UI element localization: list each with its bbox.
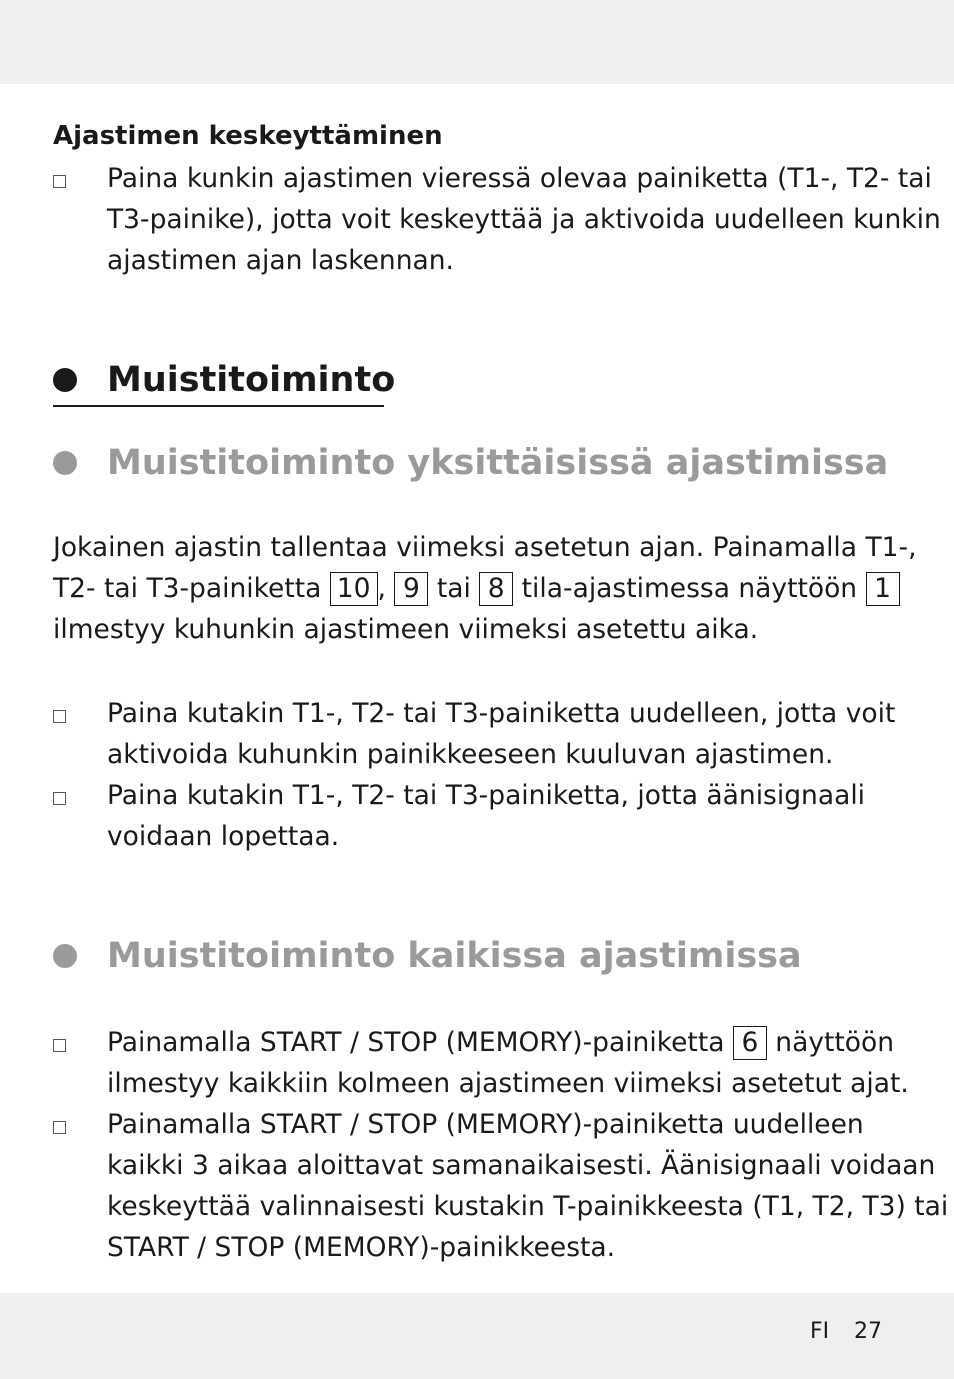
all-timers-heading xyxy=(53,932,802,980)
all-timers-item-1 xyxy=(107,1022,909,1104)
interrupt-instruction xyxy=(107,158,941,281)
bullet-dot-icon xyxy=(53,944,77,968)
all-timers-item-2 xyxy=(107,1104,948,1268)
checkbox-bullet-icon xyxy=(53,710,66,723)
text-line: Paina kutakin T1-, T2- tai T3-painiketta uudelleen, jotta voit xyxy=(107,698,896,729)
text-span: tila-ajastimessa näyttöön xyxy=(513,573,866,604)
bullet-dot-icon xyxy=(53,451,77,475)
checkbox-bullet-icon xyxy=(53,1121,66,1134)
footer-language: FI xyxy=(810,1319,830,1344)
footer-page-number: 27 xyxy=(854,1319,882,1344)
single-timer-item-1 xyxy=(107,693,895,775)
text-span: T2- tai T3-painiketta xyxy=(53,573,330,604)
ref-box-8: 8 xyxy=(479,572,513,606)
single-timer-item-2 xyxy=(107,775,865,857)
text-line: keskeyttää valinnaisesti kustakin T-painikkeesta (T1, T2, T3) tai xyxy=(107,1191,949,1222)
text-span: tai xyxy=(428,573,480,604)
text-span: Painamalla START / STOP (MEMORY)-painiketta xyxy=(107,1027,733,1058)
ref-box-6: 6 xyxy=(733,1026,767,1060)
text-line: voidaan lopettaa. xyxy=(107,821,340,852)
text-line: ilmestyy kaikkiin kolmeen ajastimeen viimeksi asetetut ajat. xyxy=(107,1068,909,1099)
text-line xyxy=(107,1022,909,1063)
bullet-dot-icon xyxy=(53,368,77,392)
memory-heading xyxy=(53,356,395,404)
ref-box-10: 10 xyxy=(330,572,378,606)
memory-heading-title: Muistitoiminto xyxy=(107,360,396,400)
text-line: Painamalla START / STOP (MEMORY)-painiketta uudelleen xyxy=(107,1109,864,1140)
single-timer-intro xyxy=(53,527,917,650)
text-span: näyttöön xyxy=(766,1027,895,1058)
text-line: kaikki 3 aikaa aloittavat samanaikaisesti. Äänisignaali voidaan xyxy=(107,1150,936,1181)
top-band xyxy=(0,0,954,84)
heading-underline xyxy=(53,405,384,407)
text-line: Paina kutakin T1-, T2- tai T3-painiketta, jotta äänisignaali xyxy=(107,780,866,811)
text-line: ilmestyy kuhunkin ajastimeen viimeksi asetettu aika. xyxy=(53,614,759,645)
text-line: aktivoida kuhunkin painikkeeseen kuuluvan ajastimen. xyxy=(107,739,834,770)
interrupt-subheading: Ajastimen keskeyttäminen xyxy=(53,121,443,151)
text-line: T3-painike), jotta voit keskeyttää ja aktivoida uudelleen kunkin xyxy=(107,204,941,235)
text-line: ajastimen ajan laskennan. xyxy=(107,245,454,276)
all-timers-heading-title: Muistitoiminto kaikissa ajastimissa xyxy=(107,936,802,976)
ref-box-1: 1 xyxy=(866,572,900,606)
text-line: START / STOP (MEMORY)-painikkeesta. xyxy=(107,1232,616,1263)
ref-box-9: 9 xyxy=(394,572,428,606)
text-line: Paina kunkin ajastimen vieressä olevaa painiketta (T1-, T2- tai xyxy=(107,163,932,194)
single-timer-heading xyxy=(53,439,888,487)
checkbox-bullet-icon xyxy=(53,792,66,805)
text-line: Jokainen ajastin tallentaa viimeksi asetetun ajan. Painamalla T1-, xyxy=(53,532,917,563)
text-line xyxy=(53,568,917,609)
single-timer-heading-title: Muistitoiminto yksittäisissä ajastimissa xyxy=(107,443,889,483)
checkbox-bullet-icon xyxy=(53,1039,66,1052)
checkbox-bullet-icon xyxy=(53,175,66,188)
text-span: , xyxy=(377,573,395,604)
